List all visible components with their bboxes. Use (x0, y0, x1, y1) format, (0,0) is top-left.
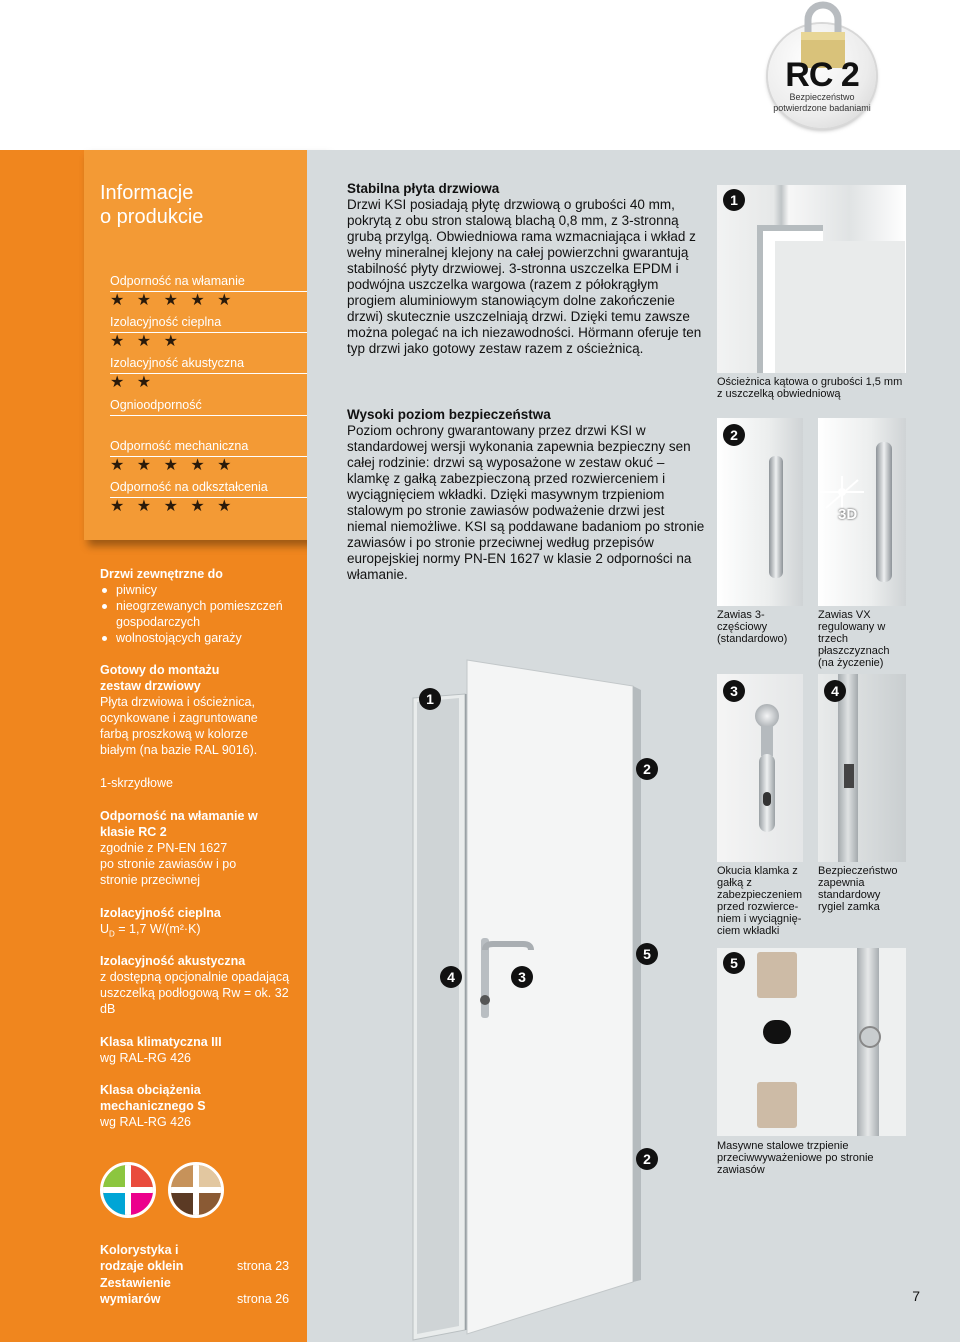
feature-stars: ★ ★ ★ ★ ★ (110, 498, 236, 515)
section-text: Drzwi KSI posiadają płytę drzwiową o grubości 40 mm, pokrytą z obu stron stalową blachą 0,8 mm, z 3-stronną grubą przylgą. Obwiedniowa rama wzmacniająca i wkład z wełny mineralnej klejony na całej powierzchni gwarantują stabilność płyty drzwiowej. 3-stronna uszczelka EPDM i podwójna uszczelka wargowa (razem z półokrągłym progiem aluminiowym stanowiącym dolne zakończenie drzwi) skutecznie uszczelniają drzwi. Dzięki temu zawsze można polegać na ich niezawodności. Hörmann oferuje ten typ drzwi jako gotowy zestaw razem z ościeżnicą. (347, 197, 702, 356)
badge-title: RC 2 (785, 56, 859, 94)
color-swatch-icon (100, 1162, 156, 1218)
hinge-std-photo (717, 418, 803, 606)
ready-heading: Gotowy do montażu zestaw drzwiowy (100, 663, 220, 693)
caption-bolts: Masywne stalowe trzpienie przeciwwyważeniowe po stronie zawiasów (717, 1140, 874, 1176)
feature-divider (110, 415, 315, 416)
door-marker-4: 4 (440, 966, 462, 988)
usage-item: nieogrzewanych pomieszczeń gospodarczych (100, 598, 300, 630)
marker-4: 4 (824, 680, 846, 702)
ref-page: strona 26 (237, 1292, 290, 1306)
usage-item: piwnicy (100, 582, 300, 598)
woodgrain-swatch-icon (168, 1162, 224, 1218)
load-text: wg RAL-RG 426 (100, 1115, 192, 1129)
door-marker-1: 1 (419, 688, 441, 710)
climate-text: wg RAL-RG 426 (100, 1051, 192, 1065)
caption-lock: Bezpieczeństwo zapewnia standardowy rygiel zamka (818, 865, 898, 913)
feature-stars: ★ ★ ★ ★ ★ (110, 457, 236, 474)
ready-text: Płyta drzwiowa i ościeżnica, ocynkowane i zagruntowane farbą proszkową w kolorze białym (na bazie RAL 9016). (100, 695, 258, 757)
page-number: 7 (912, 1288, 920, 1304)
caption-frame: Ościeżnica kątowa o grubości 1,5 mm z uszczelką obwiedniową (717, 376, 903, 400)
feature-label: Izolacyjność cieplna (110, 315, 222, 329)
feature-label: Odporność mechaniczna (110, 439, 249, 453)
ref-label: Kolorystyka i rodzaje oklein (100, 1243, 184, 1273)
marker-5: 5 (723, 952, 745, 974)
usage-heading: Drzwi zewnętrzne do (100, 567, 223, 581)
door-marker-2: 2 (636, 758, 658, 780)
label-3d: 3D (838, 506, 858, 523)
feature-label: Odporność na włamanie (110, 274, 245, 288)
feature-stars: ★ ★ ★ (110, 333, 182, 350)
bolts-photo (717, 948, 906, 1136)
marker-3: 3 (723, 680, 745, 702)
feature-stars: ★ ★ ★ ★ ★ (110, 292, 236, 309)
lock-photo (818, 674, 906, 862)
climate-heading: Klasa klimatyczna III (100, 1035, 222, 1049)
feature-label: Izolacyjność akustyczna (110, 356, 245, 370)
acoustic-heading: Izolacyjność akustyczna (100, 954, 246, 968)
thermal-heading: Izolacyjność cieplna (100, 906, 221, 920)
marker-1: 1 (723, 189, 745, 211)
feature-label: Ognioodporność (110, 398, 202, 412)
feature-stars: ★ ★ (110, 374, 156, 391)
door-marker-5: 5 (636, 943, 658, 965)
marker-2: 2 (723, 424, 745, 446)
frame-photo (717, 185, 906, 373)
usage-list (100, 582, 300, 646)
load-heading: Klasa obciążenia mechanicznego S (100, 1083, 206, 1113)
ref-page: strona 23 (237, 1259, 290, 1273)
sidebar-title: Informacje o produkcie (100, 182, 204, 228)
ref-label: Zestawienie wymiarów (100, 1276, 171, 1306)
burglary-heading: Odporność na włamanie w klasie RC 2 (100, 809, 258, 839)
feature-label: Odporność na odkształcenia (110, 480, 268, 494)
caption-hinge-std: Zawias 3-częściowy (standardowo) (717, 609, 788, 645)
acoustic-text: z dostępną opcjonalnie opadającą uszczelką podłogową Rw = ok. 32 dB (100, 970, 290, 1016)
section-heading: Stabilna płyta drzwiowa (347, 181, 500, 196)
section-text: Poziom ochrony gwarantowany przez drzwi KSI w standardowej wersji wykonania zapewnia bezpieczny sen całej rodzinie: drzwi są wyposażone w zestaw okuć – klamkę z gałką zabezpieczoną przed rozwierceniem i wyciągnięciem wkładki. Dzięki masywnym trzpieniom stalowym po stronie zawiasów podważenie drzwi jest niemal niemożliwe. KSI są poddawane badaniom po stronie zawiasów i po stronie przeciwnej według przepisów europejskiej normy PN-EN 1627 w klasie 2 odporności na włamanie. (347, 423, 705, 582)
section-heading: Wysoki poziom bezpieczeństwa (347, 407, 551, 422)
badge-subtitle: Bezpieczeństwo potwierdzone badaniami (773, 92, 871, 113)
caption-handle: Okucia klamka z gałką z zabezpieczeniem przed rozwierce-niem i wyciągnię-ciem wkładki (717, 865, 802, 937)
usage-item: wolnostojących garaży (100, 630, 300, 646)
door-illustration (395, 640, 675, 1342)
single-leaf-label: 1-skrzydłowe (100, 776, 173, 790)
door-marker-2b: 2 (636, 1148, 658, 1170)
handle-photo (717, 674, 803, 862)
thermal-value: $U_D = 1,7$ W/(m²·K) (100, 922, 201, 939)
burglary-text: zgodnie z PN-EN 1627 po stronie zawiasów i po stronie przeciwnej (100, 841, 237, 887)
caption-hinge-vx: Zawias VX regulowany w trzech płaszczyznach (na życzenie) (818, 609, 890, 669)
door-marker-3: 3 (511, 966, 533, 988)
